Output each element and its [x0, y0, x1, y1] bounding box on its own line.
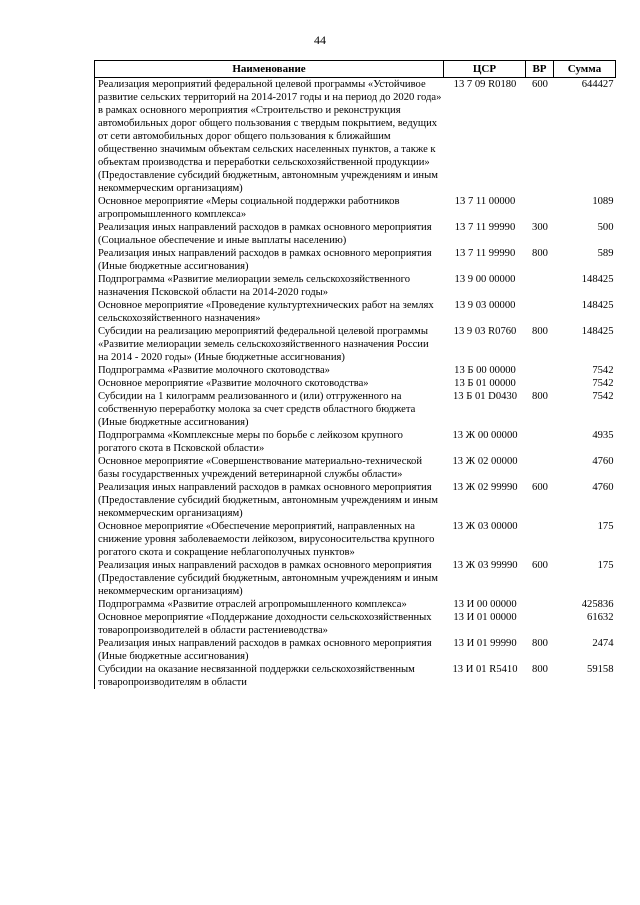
table-body	[95, 78, 616, 690]
row-sum-cell: 4760	[592, 456, 614, 467]
row-name-cell: Подпрограмма «Развитие мелиорации земель сельскохозяйственного назначения Псковской области на 2014-2020 годы»	[95, 273, 444, 299]
row-vr-cell: 600	[532, 79, 548, 90]
table-row	[95, 299, 616, 325]
row-csr-cell: 13 Ж 02 00000	[452, 456, 518, 467]
row-vr-cell: 600	[532, 482, 548, 493]
row-name-cell: Реализация иных направлений расходов в рамках основного мероприятия (Иные бюджетные ассигнования)	[95, 637, 444, 663]
row-csr-cell: 13 И 01 R5410	[452, 664, 518, 675]
row-sum-cell: 148425	[581, 274, 614, 285]
table-row	[95, 520, 616, 559]
row-name-cell: Реализация иных направлений расходов в рамках основного мероприятия (Иные бюджетные ассигнования)	[95, 247, 444, 273]
row-vr-cell	[526, 299, 554, 325]
row-csr-cell: 13 Б 01 D0430	[452, 391, 518, 402]
table-row	[95, 429, 616, 455]
row-name-cell: Основное мероприятие «Меры социальной поддержки работников агропромышленного комплекса»	[95, 195, 444, 221]
row-csr-cell: 13 Ж 03 00000	[452, 521, 518, 532]
row-vr-cell	[526, 195, 554, 221]
row-sum-cell: 148425	[581, 300, 614, 311]
row-csr-cell: 13 Б 00 00000	[454, 365, 516, 376]
row-sum-cell: 59158	[587, 664, 614, 675]
row-sum-cell: 7542	[592, 378, 614, 389]
row-vr-cell	[526, 611, 554, 637]
row-vr-cell: 600	[532, 560, 548, 571]
table-row	[95, 221, 616, 247]
row-vr-cell	[526, 520, 554, 559]
row-name-cell: Реализация иных направлений расходов в рамках основного мероприятия (Предоставление субсидий бюджетным, автономным учреждениям и иным некоммерческим организациям)	[95, 559, 444, 598]
table-row	[95, 455, 616, 481]
column-header-vr: ВР	[526, 61, 554, 78]
row-vr-cell: 800	[532, 248, 548, 259]
row-csr-cell: 13 Ж 03 99990	[452, 560, 518, 571]
row-name-cell: Субсидии на 1 килограмм реализованного и (или) отгруженного на собственную переработку молока за счет средств областного бюджета (Иные бюджетные ассигнования)	[95, 390, 444, 429]
row-name-cell: Субсидии на оказание несвязанной поддержки сельскохозяйственным товаропроизводителям в области	[95, 663, 444, 689]
row-csr-cell: 13 Ж 02 99990	[452, 482, 518, 493]
row-name-cell: Основное мероприятие «Развитие молочного скотоводства»	[95, 377, 444, 390]
row-vr-cell	[526, 273, 554, 299]
row-csr-cell: 13 И 01 00000	[453, 612, 517, 623]
row-sum-cell: 175	[597, 560, 614, 571]
row-sum-cell: 4760	[592, 482, 614, 493]
table-row	[95, 637, 616, 663]
column-header-name: Наименование	[95, 61, 444, 78]
row-name-cell: Реализация иных направлений расходов в рамках основного мероприятия (Предоставление субсидий бюджетным, автономным учреждениям и иным некоммерческим организациям)	[95, 481, 444, 520]
row-sum-cell: 2474	[592, 638, 614, 649]
row-csr-cell: 13 7 11 00000	[454, 196, 516, 207]
row-csr-cell: 13 И 01 99990	[453, 638, 517, 649]
row-name-cell: Подпрограмма «Комплексные меры по борьбе с лейкозом крупного рогатого скота в Псковской области»	[95, 429, 444, 455]
row-vr-cell: 800	[532, 326, 548, 337]
row-name-cell: Основное мероприятие «Проведение культуртехнических работ на землях сельскохозяйственного назначения»	[95, 299, 444, 325]
row-vr-cell: 800	[532, 638, 548, 649]
table-row	[95, 273, 616, 299]
row-sum-cell: 4935	[592, 430, 614, 441]
table-row	[95, 611, 616, 637]
row-vr-cell: 300	[532, 222, 548, 233]
row-name-cell: Субсидии на реализацию мероприятий федеральной целевой программы «Развитие мелиорации земель сельскохозяйственного назначения России на 2014 - 2020 годы» (Иные бюджетные ассигнования)	[95, 325, 444, 364]
row-vr-cell: 800	[532, 664, 548, 675]
row-name-cell: Основное мероприятие «Обеспечение мероприятий, направленных на снижение уровня заболеваемости лейкозом, вирусоносительства крупного рогатого скота и сокращение неблагополучных пунктов»	[95, 520, 444, 559]
page-number: 44	[314, 33, 326, 47]
row-sum-cell: 148425	[581, 326, 614, 337]
table-row	[95, 195, 616, 221]
row-name-cell: Основное мероприятие «Совершенствование материально-технической базы государственных учреждений ветеринарной службы области»	[95, 455, 444, 481]
table-row	[95, 247, 616, 273]
column-header-csr: ЦСР	[444, 61, 526, 78]
row-vr-cell	[526, 377, 554, 390]
row-csr-cell: 13 Б 01 00000	[454, 378, 516, 389]
row-sum-cell: 175	[597, 521, 614, 532]
row-csr-cell: 13 9 03 00000	[454, 300, 516, 311]
row-csr-cell: 13 7 11 99990	[454, 222, 516, 233]
table-row	[95, 663, 616, 689]
row-sum-cell: 644427	[581, 79, 614, 90]
row-sum-cell: 7542	[592, 391, 614, 402]
row-name-cell: Основное мероприятие «Поддержание доходности сельскохозяйственных товаропроизводителей в области растениеводства»	[95, 611, 444, 637]
row-csr-cell: 13 7 09 R0180	[453, 79, 517, 90]
row-sum-cell: 425836	[581, 599, 614, 610]
row-vr-cell: 800	[532, 391, 548, 402]
row-name-cell: Реализация мероприятий федеральной целевой программы «Устойчивое развитие сельских территорий на 2014-2017 годы и на период до 2020 года» в рамках основного мероприятия «Строительство и реконструкция автомобильных дорог общего пользования с твердым покрытием, ведущих от сети автомобильных дорог общего пользования к ближайшим общественно значимым объектам сельских населенных пунктов, а также к объектам производства и переработки сельскохозяйственной продукции» (Предоставление субсидий бюджетным, автономным учреждениям и иным некоммерческим организациям)	[95, 78, 444, 196]
table-row	[95, 78, 616, 196]
row-csr-cell: 13 9 00 00000	[454, 274, 516, 285]
row-vr-cell	[526, 455, 554, 481]
row-sum-cell: 61632	[587, 612, 614, 623]
row-vr-cell	[526, 429, 554, 455]
table-row	[95, 377, 616, 390]
row-sum-cell: 500	[597, 222, 614, 233]
row-name-cell: Подпрограмма «Развитие молочного скотоводства»	[95, 364, 444, 377]
table-row	[95, 481, 616, 520]
table-header-row	[95, 61, 616, 78]
row-csr-cell: 13 9 03 R0760	[453, 326, 517, 337]
row-name-cell: Подпрограмма «Развитие отраслей агропромышленного комплекса»	[95, 598, 444, 611]
row-csr-cell: 13 Ж 00 00000	[452, 430, 518, 441]
budget-table	[94, 60, 616, 689]
row-vr-cell	[526, 598, 554, 611]
column-header-sum: Сумма	[554, 61, 616, 78]
table-row	[95, 390, 616, 429]
row-vr-cell	[526, 364, 554, 377]
row-csr-cell: 13 И 00 00000	[453, 599, 517, 610]
table-row	[95, 598, 616, 611]
table-row	[95, 325, 616, 364]
row-csr-cell: 13 7 11 99990	[454, 248, 516, 259]
row-sum-cell: 7542	[592, 365, 614, 376]
row-sum-cell: 1089	[592, 196, 614, 207]
table-row	[95, 559, 616, 598]
row-sum-cell: 589	[597, 248, 614, 259]
row-name-cell: Реализация иных направлений расходов в рамках основного мероприятия (Социальное обеспечение и иные выплаты населению)	[95, 221, 444, 247]
table-row	[95, 364, 616, 377]
